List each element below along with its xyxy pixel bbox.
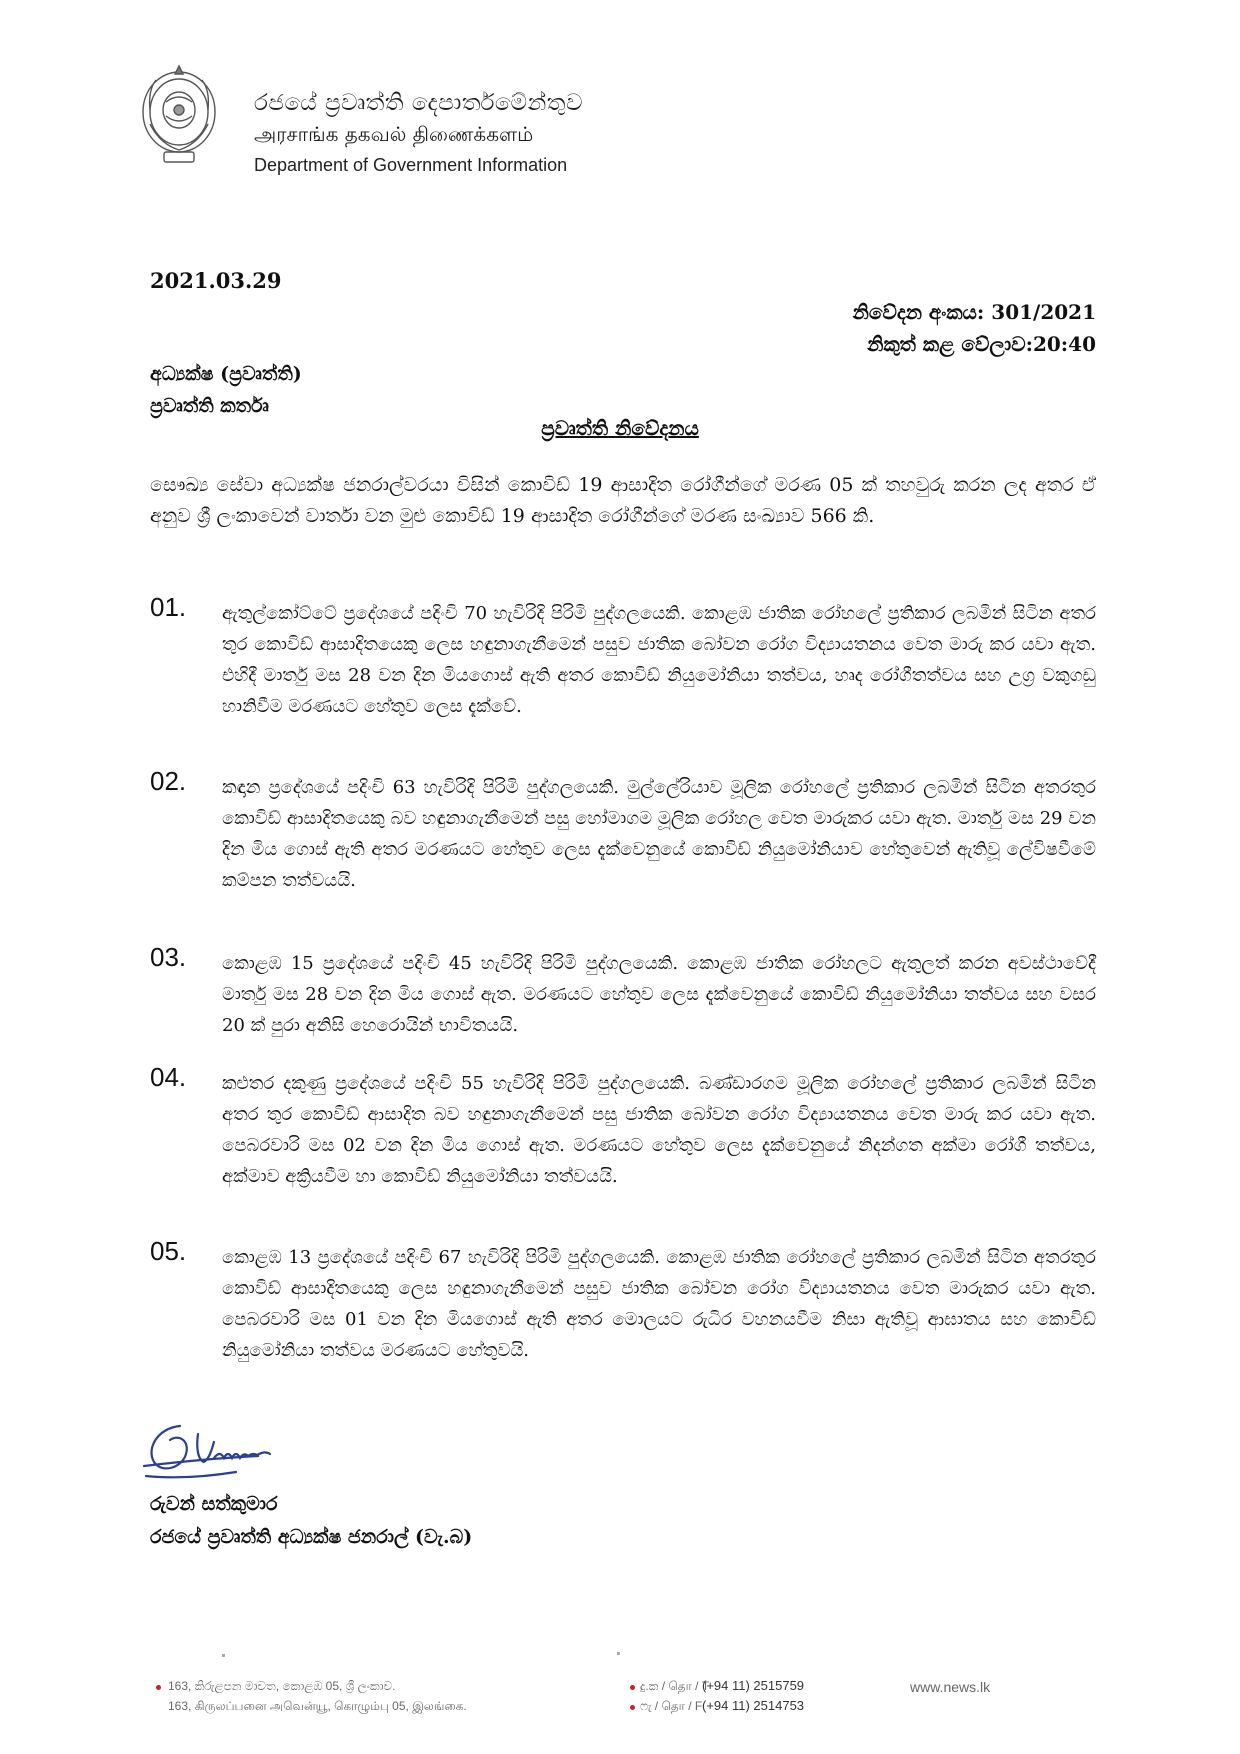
- item-text: කළුතර දකුණු ප්‍රදේශයේ පදිංචි 55 හැවිරිදි පිරිමි පුද්ගලයෙකි. බණ්ඩාරගම මූලික රෝහලේ ප්‍රතිකාර ලබමින් සිටින අතර තුර කොවිඩ් ආසාදිත බව හඳුනාගැනීමෙන් පසු ජාතික බෝවන රෝග විද්‍යායතනය වෙත මාරු කර යවා ඇත. පෙබරවාරි මස 02 වන දින මිය ගොස් ඇත. මරණයට හේතුව ලෙස දැක්වෙනුයේ නිදන්ගත අක්මා රෝගී තත්වය, අක්මාව අක්‍රියවීම හා කොවිඩ් නියුමෝනියා තත්වයයි.: [222, 1073, 1096, 1187]
- item-text: කොළඹ 15 ප්‍රදේශයේ පදිංචි 45 හැවිරිදි පිරිමි පුද්ගලයෙකි. කොළඹ ජාතික රෝහලට ඇතුලත් කරන අවස්ථාවේදී මාර්තු මස 28 වන දින මිය ගොස් ඇත. මරණයට හේතුව ලෙස දැක්වෙනුයේ කොවිඩ් නියුමෝනියා තත්වය සහ වසර 20 ක් පුරා අනිසි හෙරොයින් භාවිතයයි.: [222, 953, 1096, 1036]
- scan-speck: [222, 1654, 225, 1657]
- org-name-sinhala: රජයේ ප්‍රවෘත්ති දෙපාර්තමේන්තුව: [254, 90, 583, 116]
- org-name-english: Department of Government Information: [254, 155, 568, 175]
- intro-paragraph: සෞඛ්‍ය සේවා අධ්‍යක්ෂ ජනරාල්වරයා විසින් කොවිඩ් 19 ආසාදිත රෝගීන්ගේ මරණ 05 ක් තහවුරු කරන ලද අතර ඒ අනුව ශ්‍රී ලංකාවෙන් වාර්තා වන මුළු කොවිඩ් 19 ආසාදිත රෝගීන්ගේ මරණ සංඛ්‍යාව 566 කි.: [150, 474, 1096, 527]
- reference-block: [853, 296, 1096, 360]
- footer: [0, 1648, 1240, 1754]
- document-title: ප්‍රවෘත්ති නිවේදනය: [541, 416, 699, 440]
- footer-tel-label: දු.ක / தொ / T: [640, 1679, 710, 1693]
- signer-name: රුවන් සත්කුමාර: [150, 1493, 278, 1515]
- item-number: 03.: [150, 942, 187, 972]
- item-number: 02.: [150, 766, 187, 796]
- org-name-tamil: அரசாங்க தகவல் திணைக்களம்: [254, 122, 534, 146]
- item-number: 01.: [150, 592, 187, 622]
- footer-address-sinhala: 163, කිරුළපන මාවත, කොළඹ 05, ශ්‍රී ලංකාව.: [168, 1679, 396, 1693]
- phone-icon: [630, 1685, 635, 1690]
- scan-speck: [617, 1652, 620, 1655]
- item-text: කඳාන ප්‍රදේශයේ පදිංචි 63 හැවිරිදි පිරිමි පුද්ගලයෙකි. මුල්ලේරියාව මූලික රෝහලේ ප්‍රතිකාර ලබමින් සිටින අතරතුර කොවිඩ් ආසාදිතයෙකු බව හඳුනාගැනීමෙන් පසු හෝමාගම මූලික රෝහල වෙත මාරුකර යවා ඇත. මාර්තු මස 29 වන දින මිය ගොස් ඇති අතර මරණයට හේතුව ලෙස දැක්වෙනුයේ කොවිඩ් නියුමෝනියාව හේතුවෙන් ඇතිවූ ලේවිෂවීමේ කම්පන තත්වයයි.: [222, 777, 1096, 891]
- item-number: 05.: [150, 1236, 187, 1266]
- footer-tel: (+94 11) 2515759: [702, 1678, 805, 1693]
- footer-fax: (+94 11) 2514753: [702, 1698, 805, 1713]
- release-number: නිවේදන අංකය: 301/2021: [852, 300, 1096, 324]
- signer-block: [150, 1488, 472, 1554]
- item-number: 04.: [150, 1062, 187, 1092]
- item-text: ඇතුල්කෝට්ටේ ප්‍රදේශයේ පදිංචි 70 හැවිරිදි පිරිමි පුද්ගලයෙකි. කොළඹ ජාතික රෝහලේ ප්‍රතිකාර ලබමින් සිටින අතර තුර කොවිඩ් ආසාදිතයෙකු ලෙස හඳුනාගැනීමෙන් පසුව ජාතික බෝවන රෝග විද්‍යායතනය වෙත මාරු කර යවා ඇත. එහිදී මාර්තු මස 28 වන දින මියගොස් ඇති අතර කොවිඩ් නියුමෝනියා තත්වය, හෘද රෝගීතත්වය සහ උග්‍ර වකුගඩු හානිවීම මරණයට හේතුව ලෙස දැක්වේ.: [222, 603, 1096, 717]
- addressee-block: [150, 358, 302, 422]
- item-text: කොළඹ 13 ප්‍රදේශයේ පදිංචි 67 හැවිරිදි පිරිමි පුද්ගලයෙකි. කොළඹ ජාතික රෝහලේ ප්‍රතිකාර ලබමින් සිටින අතරතුර කොවිඩ් ආසාදිතයෙකු ලෙස හඳුනාගැනීමෙන් පසුව ජාතික බෝවන රෝග විද්‍යායතනය වෙත මාරුකර යවා ඇත. පෙබරවාරි මස 01 වන දින මියගොස් ඇති අතර මොලයට රුධිර වහනයවීම නිසා ඇතිවූ ආඝාතය සහ කොවිඩ් නියුමෝනියා තත්වය මරණයට හේතුවයි.: [222, 1247, 1096, 1361]
- footer-fax-label: ෆැ / தொ / F: [640, 1699, 703, 1713]
- fax-icon: [630, 1705, 635, 1710]
- signer-title: රජයේ ප්‍රවෘත්ති අධ්‍යක්ෂ ජනරාල් (වැ.බ): [150, 1526, 473, 1548]
- footer-website: www.news.lk: [910, 1679, 991, 1695]
- organization-name-block: [254, 90, 583, 176]
- state-emblem-icon: [136, 62, 222, 168]
- addressee-line-2: ප්‍රවෘත්ති කර්තෘ: [150, 395, 269, 417]
- issue-date: 2021.03.29: [150, 268, 282, 293]
- addressee-line-1: අධ්‍යක්ෂ (ප්‍රවෘත්ති): [150, 363, 302, 385]
- footer-address-tamil: 163, கிருலப்பனை அவென்யூ, கொழும்பு 05, இலங்கை.: [168, 1699, 467, 1713]
- signature-icon: [138, 1418, 348, 1484]
- release-time: නිකුත් කළ වේලාව:20:40: [867, 332, 1096, 356]
- footer-bullet-icon: [156, 1685, 161, 1690]
